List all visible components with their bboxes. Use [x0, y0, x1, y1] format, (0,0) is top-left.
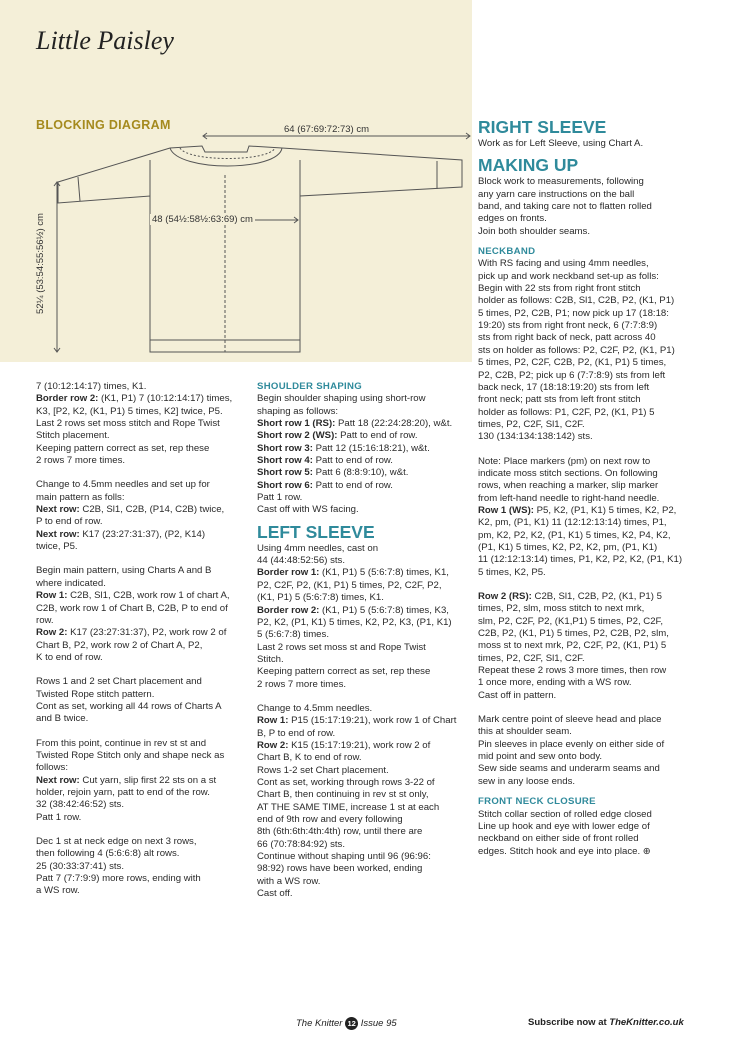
- text-line: front neck; patt sts from left front stitch: [478, 394, 641, 406]
- text-line: then following 4 (5:6:6:8) alt rows.: [36, 848, 180, 860]
- text-line: times, P2, C2F, Sl1, C2F.: [478, 652, 585, 664]
- text-line: C2B, work row 1 of Chart B, C2B, P to end of: [36, 602, 228, 614]
- text-line: Cast off with WS facing.: [257, 504, 359, 516]
- text-line: Stitch.: [257, 653, 284, 665]
- text-line: Short row 5: Patt 6 (8:8:9:10), w&t.: [257, 467, 409, 479]
- text-line: a WS row.: [36, 885, 80, 897]
- text-line: indicate moss stitch sections. On following: [478, 467, 658, 479]
- text-line: times, P2, C2F, Sl1, C2F.: [478, 418, 585, 430]
- page-number: 12: [345, 1017, 358, 1030]
- text-line: Short row 3: Patt 12 (15:16:18:21), w&t.: [257, 442, 430, 454]
- text-line: Change to 4.5mm needles.: [257, 702, 373, 714]
- length-dim: 52¼ (53:54:55:56½) cm: [34, 213, 46, 314]
- text-line: [36, 467, 248, 479]
- text-line: Cast off in pattern.: [478, 689, 557, 701]
- text-line: edges on fronts.: [478, 213, 547, 225]
- text-line: end of 9th row and every following: [257, 814, 403, 825]
- text-line: 19:20) sts from right front neck, 6 (7:7:8:9): [478, 320, 658, 332]
- text-line: sts from right back of neck, patt across 40: [478, 332, 656, 344]
- text-line: 44 (44:48:52:56) sts.: [257, 555, 345, 567]
- width-body-dim: 48 (54½:58½:63:69) cm: [152, 214, 253, 225]
- text-line: Cont as set, working all 44 rows of Charts A: [36, 700, 222, 712]
- text-line: pm, K2, P2, K2, (P1, K1) 5 times, K2, P4, K2,: [478, 529, 671, 541]
- text-line: [478, 579, 706, 591]
- text-line: [257, 691, 472, 703]
- text-line: (P1, K1) 5 times, K2, P2, K2, pm, (P1, K1): [478, 541, 658, 553]
- text-line: Using 4mm needles, cast on: [257, 542, 379, 554]
- text-line: Stitch placement.: [36, 430, 110, 442]
- text-line: row.: [36, 614, 54, 626]
- text-line: P2, K2, (P1, K1) 5 times, K2, P2, K3, (P1, K1): [257, 616, 452, 628]
- text-line: sew in any loose ends.: [478, 775, 576, 787]
- text-line: neckband on either side of front rolled: [478, 833, 639, 845]
- text-line: Keeping pattern correct as set, rep these: [36, 442, 210, 454]
- text-line: 5 times, P2, C2F, C2B, P2, (K1, P1) 5 times,: [478, 357, 667, 369]
- text-line: Block work to measurements, following: [478, 176, 644, 188]
- text-line: slm, P2, C2F, P2, (K1,P1) 5 times, P2, C2F,: [478, 615, 664, 627]
- text-line: Twisted Rope Stitch only and shape neck as: [36, 749, 225, 761]
- text-line: Note: Place markers (pm) on next row to: [478, 455, 651, 467]
- text-line: any yarn care instructions on the ball: [478, 188, 635, 200]
- text-line: pick up and work neckband set-up as folls:: [478, 270, 659, 282]
- text-line: 7 (10:12:14:17) times, K1.: [36, 381, 147, 392]
- text-line: Patt 7 (7:7:9:9) more rows, ending with: [36, 873, 201, 885]
- site-link[interactable]: TheKnitter.co.uk: [609, 1017, 684, 1028]
- text-line: and B twice.: [36, 713, 89, 725]
- text-line: 5 (5:6:7:8) times.: [257, 629, 329, 641]
- text-line: Short row 4: Patt to end of row.: [257, 455, 393, 467]
- subscribe-text: Subscribe now at: [528, 1017, 607, 1028]
- text-line: Change to 4.5mm needles and set up for: [36, 479, 210, 491]
- text-line: moss st to next mrk, P2, C2F, P2, (K1, P1) 5: [478, 640, 667, 652]
- text-line: [36, 553, 248, 565]
- text-line: main pattern as folls:: [36, 491, 125, 503]
- text-line: Repeat these 2 rows 3 more times, then row: [478, 665, 667, 677]
- text-line: Mark centre point of sleeve head and place: [478, 714, 662, 726]
- text-line: back neck, 17 (18:18:19:20) sts from left: [478, 381, 650, 393]
- sweater-diagram: [0, 0, 472, 362]
- text-line: [36, 664, 248, 676]
- text-line: Row 2: K15 (15:17:19:21), work row 2 of: [257, 739, 431, 751]
- text-line: with a WS row.: [257, 875, 321, 887]
- text-line: [36, 824, 248, 836]
- text-line: Cast off.: [257, 888, 293, 900]
- text-line: times, P2, slm, moss stitch to next mrk,: [478, 603, 645, 615]
- text-line: from left-hand needle to right-hand needle.: [478, 492, 660, 504]
- making-up-heading: MAKING UP: [478, 155, 579, 176]
- text-line: 32 (38:42:46:52) sts.: [36, 799, 124, 811]
- text-line: [478, 702, 706, 714]
- text-line: Chart B, P2, work row 2 of Chart A, P2,: [36, 639, 203, 651]
- magazine-name: The Knitter: [296, 1018, 343, 1030]
- text-line: Begin shoulder shaping using short-row: [257, 393, 426, 405]
- text-line: edges. Stitch hook and eye into place. ⊕: [478, 845, 651, 857]
- text-line: Cont as set, working through rows 3-22 of: [257, 776, 435, 788]
- text-line: K3, [P2, K2, (K1, P1) 5 times, K2] twice, P5.: [36, 405, 223, 417]
- text-line: 8th (6th:6th:4th:4th) row, until there are: [257, 826, 423, 838]
- text-line: AT THE SAME TIME, increase 1 st at each: [257, 801, 440, 813]
- text-line: holder as follows: P1, C2F, P2, (K1, P1) 5: [478, 406, 655, 418]
- text-line: 11 (12:12:13:14) times, P1, K2, P2, K2, (P1, K1): [478, 554, 683, 566]
- text-line: 1 once more, ending with a WS row.: [478, 677, 632, 689]
- page-title: Little Paisley: [36, 26, 174, 55]
- text-line: 2 rows 7 more times.: [36, 455, 126, 467]
- text-line: Last 2 rows set moss st and Rope Twist: [257, 641, 426, 653]
- text-line: 130 (134:134:138:142) sts.: [478, 431, 593, 443]
- text-line: B, P to end of row.: [257, 727, 336, 739]
- text-line: 66 (70:78:84:92) sts.: [257, 838, 345, 850]
- text-line: shaping as follows:: [257, 405, 339, 417]
- column-finishing: [478, 116, 706, 858]
- text-line: With RS facing and using 4mm needles,: [478, 258, 649, 270]
- text-line: P to end of row.: [36, 516, 103, 528]
- shoulder-shaping-heading: SHOULDER SHAPING: [257, 381, 363, 392]
- issue-number: Issue 95: [360, 1018, 397, 1030]
- text-line: rows, when reaching a marker, slip marker: [478, 480, 659, 492]
- text-line: Begin main pattern, using Charts A and B: [36, 565, 212, 577]
- text-line: holder as follows: C2B, Sl1, C2B, P2, (K1, P1): [478, 295, 675, 307]
- text-line: follows:: [36, 762, 68, 774]
- text-line: Twisted Rope stitch pattern.: [36, 688, 155, 700]
- text-line: Rows 1 and 2 set Chart placement and: [36, 676, 202, 688]
- text-line: K to end of row.: [36, 651, 103, 663]
- text-line: holder, rejoin yarn, patt to end of the row.: [36, 786, 210, 798]
- text-line: Line up hook and eye with lower edge of: [478, 820, 650, 832]
- text-line: 98:92) rows have been worked, ending: [257, 863, 423, 875]
- footer-subscribe[interactable]: [528, 1017, 684, 1028]
- text-line: K2, pm, (P1, K1) 11 (12:12:13:14) times, P1,: [478, 517, 667, 529]
- text-line: Dec 1 st at neck edge on next 3 rows,: [36, 836, 197, 847]
- width-full-dim: 64 (67:69:72:73) cm: [284, 124, 370, 135]
- text-line: 5 times, P2, C2B, P1; now pick up 17 (18:18:: [478, 307, 669, 319]
- front-neck-closure-heading: FRONT NECK CLOSURE: [478, 796, 596, 808]
- text-line: Row 1 (WS): P5, K2, (P1, K1) 5 times, K2, P2,: [478, 504, 677, 516]
- text-line: Border row 2: (K1, P1) 7 (10:12:14:17) times,: [36, 393, 233, 405]
- text-line: C2B, P2, (K1, P1) 5 times, P2, C2B, P2, slm,: [478, 628, 669, 640]
- text-line: Chart B, K to end of row.: [257, 752, 362, 764]
- text-line: Stitch collar section of rolled edge closed: [478, 808, 652, 820]
- text-line: Next row: K17 (23:27:31:37), (P2, K14): [36, 528, 206, 540]
- text-line: Short row 6: Patt to end of row.: [257, 479, 393, 491]
- text-line: Row 2: K17 (23:27:31:37), P2, work row 2 of: [36, 627, 227, 639]
- text-line: Pin sleeves in place evenly on either side of: [478, 738, 665, 750]
- text-line: Continue without shaping until 96 (96:96:: [257, 851, 431, 863]
- right-sleeve-heading: RIGHT SLEEVE: [478, 117, 607, 137]
- text-line: Chart B, then continuing in rev st st only,: [257, 789, 429, 801]
- text-line: Last 2 rows set moss stitch and Rope Twist: [36, 418, 220, 430]
- text-line: Keeping pattern correct as set, rep these: [257, 666, 431, 678]
- text-line: Sew side seams and underarm seams and: [478, 763, 660, 775]
- text-line: Short row 2 (WS): Patt to end of row.: [257, 430, 418, 442]
- text-line: where indicated.: [36, 577, 106, 589]
- left-sleeve-heading: LEFT SLEEVE: [257, 521, 375, 542]
- text-line: 5 times, K2, P5.: [478, 566, 546, 578]
- text-line: this at shoulder seam.: [478, 726, 572, 738]
- text-line: (K1, P1) 5 (5:6:7:8) times, K1.: [257, 592, 384, 604]
- text-line: From this point, continue in rev st st and: [36, 737, 207, 749]
- column-body: [36, 381, 248, 898]
- footer-issue: [296, 1017, 397, 1030]
- text-line: P2, C2B, P2; pick up 6 (7:7:8:9) sts from left: [478, 369, 666, 381]
- text-line: Work as for Left Sleeve, using Chart A.: [478, 138, 644, 149]
- text-line: twice, P5.: [36, 541, 78, 553]
- text-line: mid point and sew onto body.: [478, 751, 603, 763]
- text-line: Border row 2: (K1, P1) 5 (5:6:7:8) times, K3,: [257, 604, 449, 616]
- text-line: Row 2 (RS): C2B, Sl1, C2B, P2, (K1, P1) 5: [478, 591, 662, 602]
- text-line: Short row 1 (RS): Patt 18 (22:24:28:20), w&t.: [257, 418, 453, 430]
- text-line: Next row: C2B, Sl1, C2B, (P14, C2B) twice,: [36, 504, 225, 516]
- text-line: sts on holder as follows: P2, C2F, P2, (K1, P1): [478, 344, 675, 356]
- text-line: 2 rows 7 more times.: [257, 678, 347, 690]
- text-line: P2, C2F, P2, (K1, P1) 5 times, P2, C2F, P2,: [257, 579, 442, 591]
- text-line: 25 (30:33:37:41) sts.: [36, 860, 124, 872]
- text-line: Next row: Cut yarn, slip first 22 sts on a st: [36, 774, 217, 786]
- text-line: [478, 444, 706, 456]
- text-line: Row 1: P15 (15:17:19:21), work row 1 of Chart: [257, 715, 457, 727]
- text-line: [36, 726, 248, 738]
- text-line: Row 1: C2B, Sl1, C2B, work row 1 of chart A,: [36, 590, 230, 602]
- text-line: Patt 1 row.: [257, 492, 303, 504]
- text-line: Begin with 22 sts from right front stitch: [478, 283, 641, 295]
- text-line: Border row 1: (K1, P1) 5 (5:6:7:8) times, K1,: [257, 567, 449, 579]
- blocking-diagram-heading: BLOCKING DIAGRAM: [36, 118, 171, 132]
- text-line: Patt 1 row.: [36, 811, 82, 823]
- text-line: band, and taking care not to flatten rolled: [478, 201, 652, 213]
- text-line: Join both shoulder seams.: [478, 225, 590, 237]
- column-sleeves: [257, 381, 472, 900]
- neckband-heading: NECKBAND: [478, 246, 536, 258]
- text-line: Rows 1-2 set Chart placement.: [257, 764, 389, 776]
